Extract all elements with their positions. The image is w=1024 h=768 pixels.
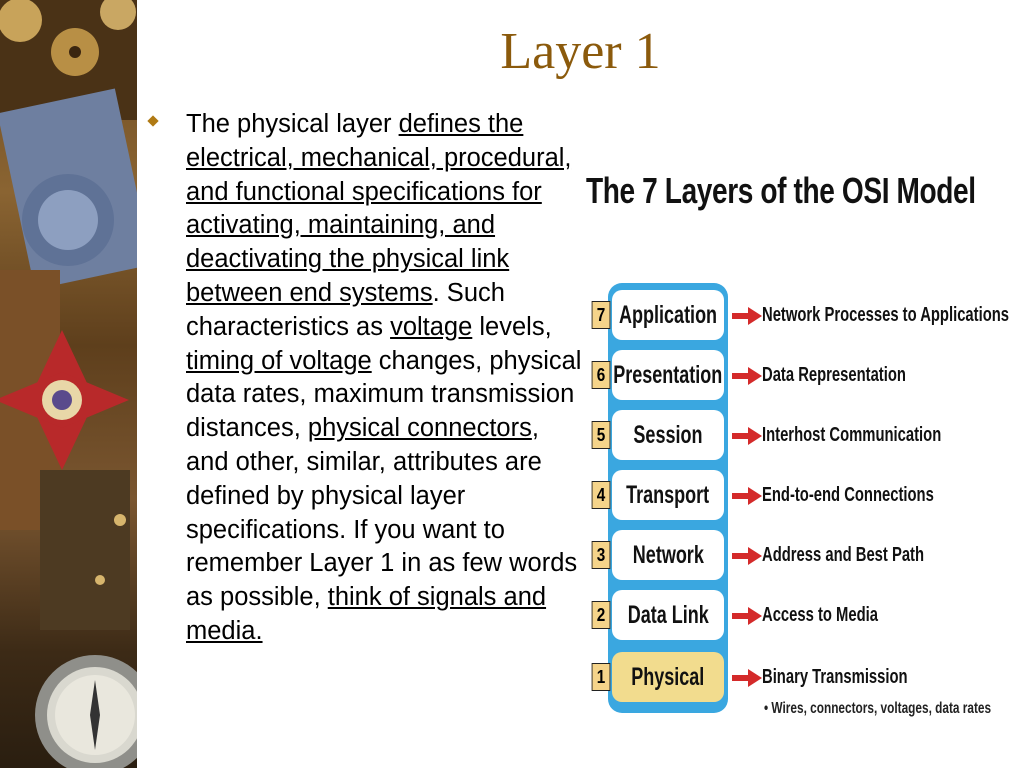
osi-layer-row [0, 284, 1024, 340]
layer-number: 3 [592, 541, 611, 569]
layer-box-highlighted [612, 652, 724, 702]
underlined-phrase: voltage [390, 312, 473, 341]
underlined-phrase: timing of voltage [186, 346, 372, 375]
physical-layer-subdescription: • Wires, connectors, voltages, data rates [764, 700, 992, 717]
layer-description: Binary Transmission [762, 666, 908, 688]
osi-layer-row [0, 464, 1024, 520]
layer-box [612, 410, 724, 460]
red-arrow-icon [732, 486, 762, 506]
layer-description: Interhost Communication [762, 424, 942, 446]
layer-number: 5 [592, 421, 611, 449]
layer-description: Data Representation [762, 364, 906, 386]
osi-diagram-title: The 7 Layers of the OSI Model [586, 170, 976, 211]
layer-description: Address and Best Path [762, 544, 925, 566]
layer-name: Data Link [627, 600, 709, 629]
red-arrow-icon [732, 366, 762, 386]
red-arrow-icon [732, 426, 762, 446]
layer-name: Session [633, 420, 703, 449]
body-text-segment: levels, [472, 312, 552, 341]
osi-layer-row [0, 524, 1024, 580]
red-arrow-icon [732, 546, 762, 566]
osi-layer-row [0, 646, 1024, 702]
layer-number: 2 [592, 601, 611, 629]
layer-description: Network Processes to Applications [762, 304, 1010, 326]
red-arrow-icon [732, 606, 762, 626]
layer-name: Network [632, 540, 704, 569]
layer-box [612, 530, 724, 580]
osi-layer-row [0, 404, 1024, 460]
layer-box [612, 590, 724, 640]
layer-box [612, 290, 724, 340]
layer-name: Application [619, 300, 718, 329]
underlined-phrase: physical connectors [307, 414, 532, 443]
layer-number: 6 [592, 361, 611, 389]
osi-layer-row [0, 344, 1024, 400]
layer-name: Transport [626, 480, 710, 509]
red-arrow-icon [732, 668, 762, 688]
underlined-phrase: think of signals and media. [186, 583, 547, 645]
layer-description: End-to-end Connections [762, 484, 934, 506]
layer-name: Physical [631, 662, 705, 691]
body-text-segment: . Such characteristics as [186, 278, 505, 341]
diamond-bullet-icon [147, 115, 158, 126]
layer-number: 7 [592, 301, 611, 329]
slide-title: Layer 1 [500, 23, 661, 80]
body-text-segment: The physical layer [186, 110, 399, 138]
osi-layer-row [0, 584, 1024, 640]
body-text-segment: , and other, similar, attributes are defined by physical layer specifications. If you want to remember Layer 1 in as few words as possible, [186, 414, 578, 612]
red-arrow-icon [732, 306, 762, 326]
layer-box [612, 470, 724, 520]
underlined-phrase: defines the electrical, mechanical, procedural, and functional specifications for activating, maintaining, and deactivating the physical link between end systems [186, 110, 572, 307]
body-text-segment: changes, physical data rates, maximum transmission distances, [186, 346, 582, 443]
layer-description: Access to Media [762, 604, 878, 626]
layer-number: 1 [592, 663, 611, 691]
layer-number: 4 [592, 481, 611, 509]
layer-box [612, 350, 724, 400]
layer-name: Presentation [613, 360, 723, 389]
